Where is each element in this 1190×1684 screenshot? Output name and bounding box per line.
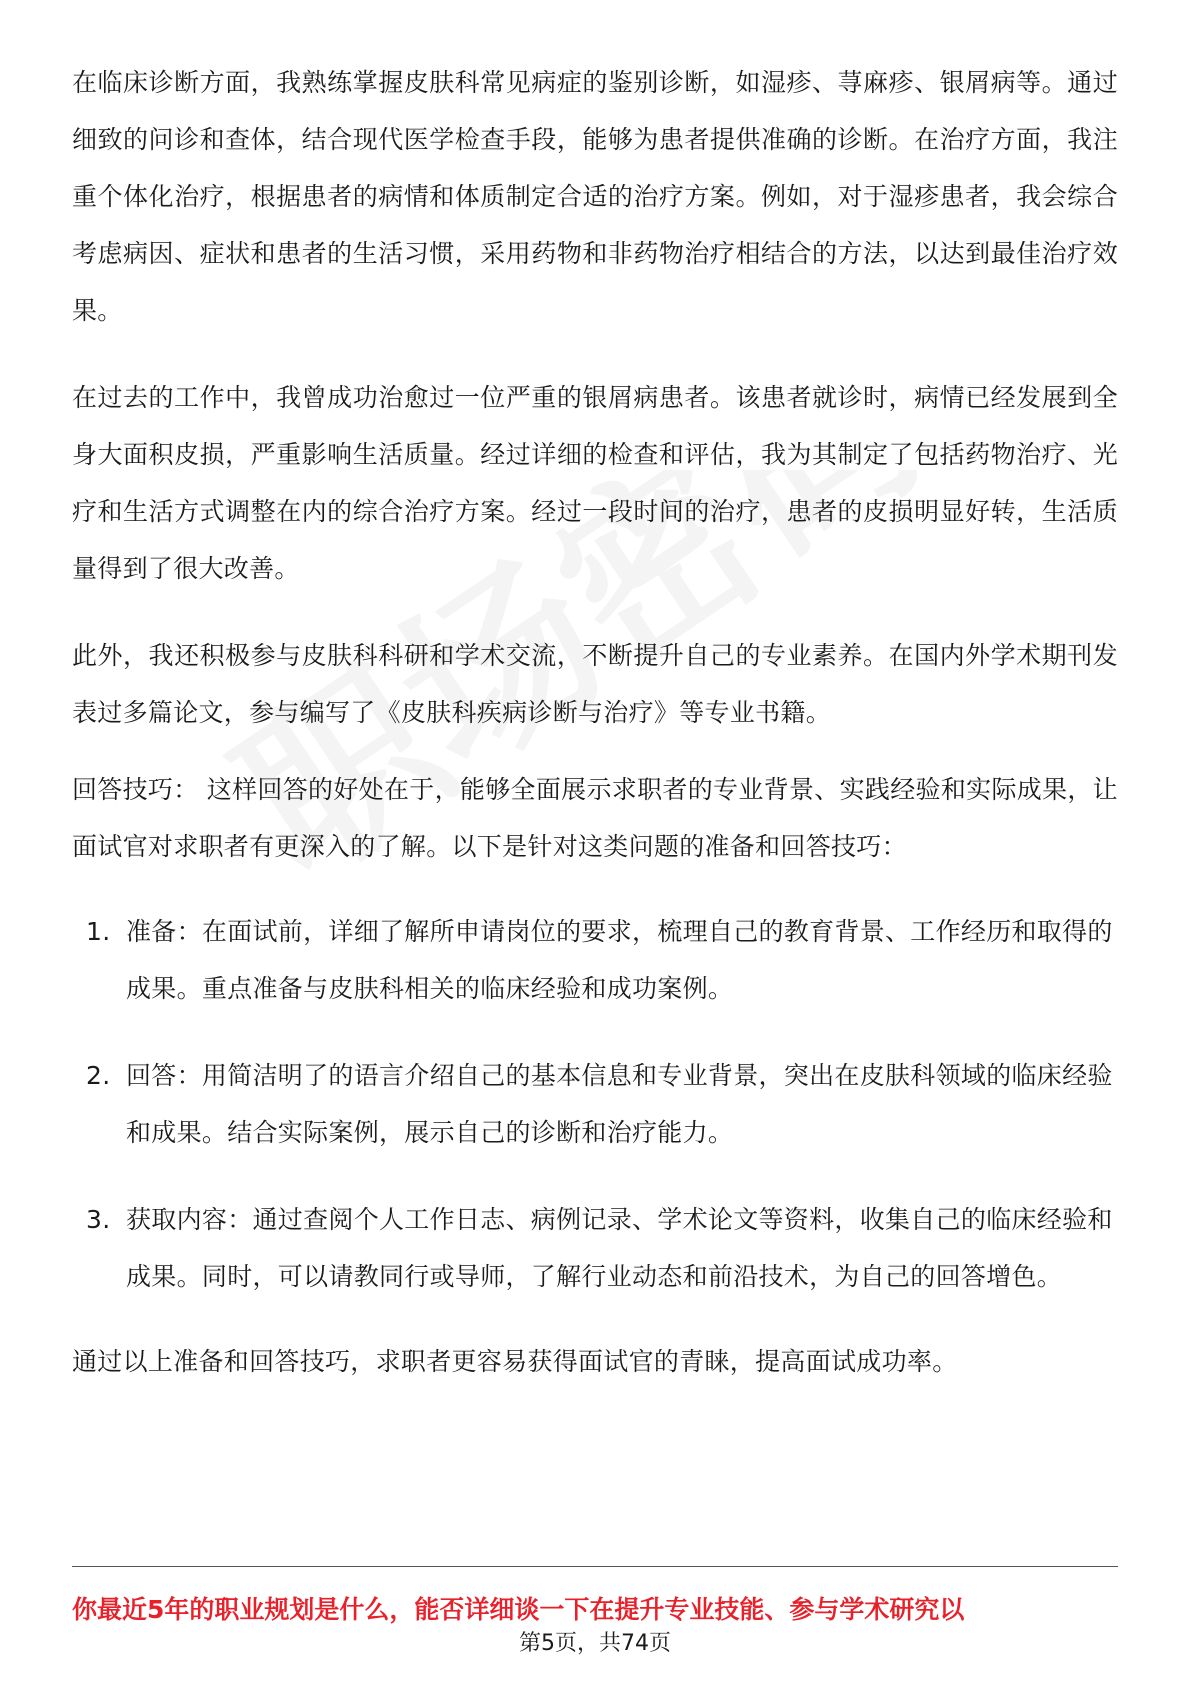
paragraph-case: 在过去的工作中，我曾成功治愈过一位严重的银屑病患者。该患者就诊时，病情已经发展到全身大面积皮损，严重影响生活质量。经过详细的检查和评估，我为其制定了包括药物治疗、光疗和生活方式调整在内的综合治疗方案。经过一段时间的治疗，患者的皮损明显好转，生活质量得到了很大改善。 [72, 383, 1118, 583]
list-number: 3. [86, 1205, 111, 1234]
list-text: 回答：用简洁明了的语言介绍自己的基本信息和专业背景，突出在皮肤科领域的临床经验和成果。结合实际案例，展示自己的诊断和治疗能力。 [126, 1061, 1113, 1147]
list-number: 2. [86, 1061, 111, 1090]
document-body [72, 54, 1118, 1390]
list-number: 1. [86, 917, 111, 946]
list-item [72, 1047, 1118, 1161]
divider [72, 1566, 1118, 1567]
next-question-heading: 你最近5年的职业规划是什么，能否详细谈一下在提升专业技能、参与学术研究以 [72, 1595, 965, 1624]
list-text: 获取内容：通过查阅个人工作日志、病例记录、学术论文等资料，收集自己的临床经验和成果。同时，可以请教同行或导师，了解行业动态和前沿技术，为自己的回答增色。 [126, 1205, 1113, 1291]
list-item [72, 1191, 1118, 1305]
steps-list [72, 903, 1118, 1305]
paragraph-research: 此外，我还积极参与皮肤科科研和学术交流，不断提升自己的专业素养。在国内外学术期刊发表过多篇论文，参与编写了《皮肤科疾病诊断与治疗》等专业书籍。 [72, 641, 1118, 727]
paragraph-tips: 回答技巧： 这样回答的好处在于，能够全面展示求职者的专业背景、实践经验和实际成果，让面试官对求职者有更深入的了解。以下是针对这类问题的准备和回答技巧： [72, 775, 1118, 861]
list-text: 准备：在面试前，详细了解所申请岗位的要求，梳理自己的教育背景、工作经历和取得的成果。重点准备与皮肤科相关的临床经验和成功案例。 [126, 917, 1113, 1003]
page-number: 第5页，共74页 [519, 1631, 671, 1656]
paragraph-diagnosis: 在临床诊断方面，我熟练掌握皮肤科常见病症的鉴别诊断，如湿疹、荨麻疹、银屑病等。通过细致的问诊和查体，结合现代医学检查手段，能够为患者提供准确的诊断。在治疗方面，我注重个体化治疗，根据患者的病情和体质制定合适的治疗方案。例如，对于湿疹患者，我会综合考虑病因、症状和患者的生活习惯，采用药物和非药物治疗相结合的方法，以达到最佳治疗效果。 [72, 68, 1118, 325]
paragraph-conclusion: 通过以上准备和回答技巧，求职者更容易获得面试官的青睐，提高面试成功率。 [72, 1347, 958, 1376]
list-item [72, 903, 1118, 1017]
